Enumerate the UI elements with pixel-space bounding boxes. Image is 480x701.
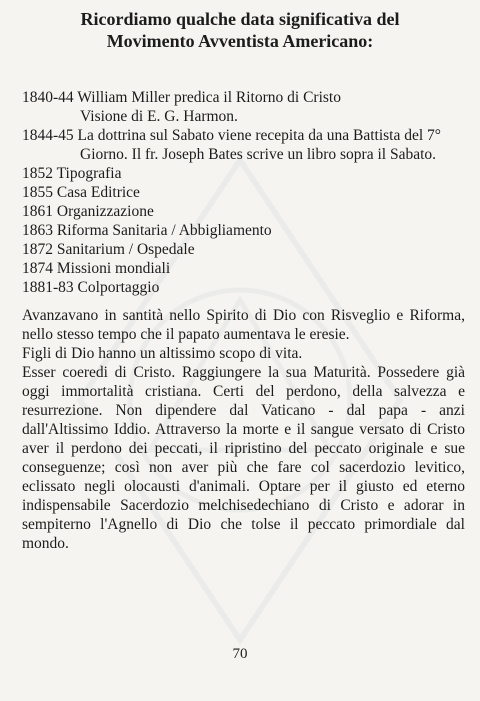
timeline-text: Casa Editrice — [56, 184, 140, 201]
page-title-line-1: Ricordiamo qualche data significativa del — [80, 9, 400, 29]
timeline-text-continued: Visione di E. G. Harmon. — [80, 108, 238, 125]
timeline-year: 1855 — [22, 184, 53, 201]
body-text — [22, 306, 465, 553]
timeline-text: Missioni mondiali — [56, 260, 171, 277]
timeline-year: 1881-83 — [22, 279, 74, 296]
timeline-year: 1844-45 — [22, 127, 74, 144]
timeline-list — [22, 88, 472, 297]
timeline-item — [22, 278, 472, 297]
timeline-text: William Miller predica il Ritorno di Cristo — [77, 89, 341, 106]
timeline-item — [22, 126, 472, 164]
paragraph-3: Esser coeredi di Cristo. Raggiungere la sua Maturità. Possedere già oggi immortalità cristiana. Certi del perdono, della salvezza e resurrezione. Non dipendere dal Vaticano - dal papa - anzi dall'Altissimo Iddio. Attraverso la morte e il sangue versato di Cristo aver il perdono dei peccati, il ripristino del peccato originale e sue conseguenze; così non aver più che fare col sacerdozio levitico, eclissato negli olocausti d'animali. Optare per il giusto ed eterno indispensabile Sacerdozio melchisedechiano di Cristo e adorar in sempiterno l'Agnello di Dio che tolse il peccato primordiale dal mondo. — [22, 364, 465, 552]
paragraph-1: Avanzavano in santità nello Spirito di Dio con Risveglio e Riforma, nello stesso tempo che il papato aumentava le eresie. — [22, 307, 465, 343]
page-title — [0, 8, 480, 52]
timeline-item — [22, 240, 472, 259]
timeline-year: 1840-44 — [22, 89, 74, 106]
timeline-text: Riforma Sanitaria / Abbigliamento — [56, 222, 272, 239]
timeline-item — [22, 221, 472, 240]
timeline-item — [22, 259, 472, 278]
timeline-text: Colportaggio — [77, 279, 160, 296]
timeline-text: Organizzazione — [56, 203, 154, 220]
timeline-text-continued: Giorno. Il fr. Joseph Bates scrive un libro sopra il Sabato. — [80, 146, 437, 163]
timeline-year: 1863 — [22, 222, 53, 239]
page-title-line-2: Movimento Avventista Americano: — [106, 31, 374, 51]
timeline-year: 1872 — [22, 241, 53, 258]
paragraph-2: Figli di Dio hanno un altissimo scopo di vita. — [22, 345, 303, 362]
timeline-item — [22, 88, 472, 126]
timeline-text: La dottrina sul Sabato viene recepita da una Battista del 7° — [77, 127, 441, 144]
timeline-text: Tipografia — [56, 165, 122, 182]
timeline-year: 1874 — [22, 260, 53, 277]
timeline-year: 1852 — [22, 165, 53, 182]
timeline-item — [22, 164, 472, 183]
timeline-year: 1861 — [22, 203, 53, 220]
timeline-item — [22, 183, 472, 202]
timeline-text: Sanitarium / Ospedale — [56, 241, 195, 258]
page-number: 70 — [232, 646, 248, 662]
timeline-item — [22, 202, 472, 221]
